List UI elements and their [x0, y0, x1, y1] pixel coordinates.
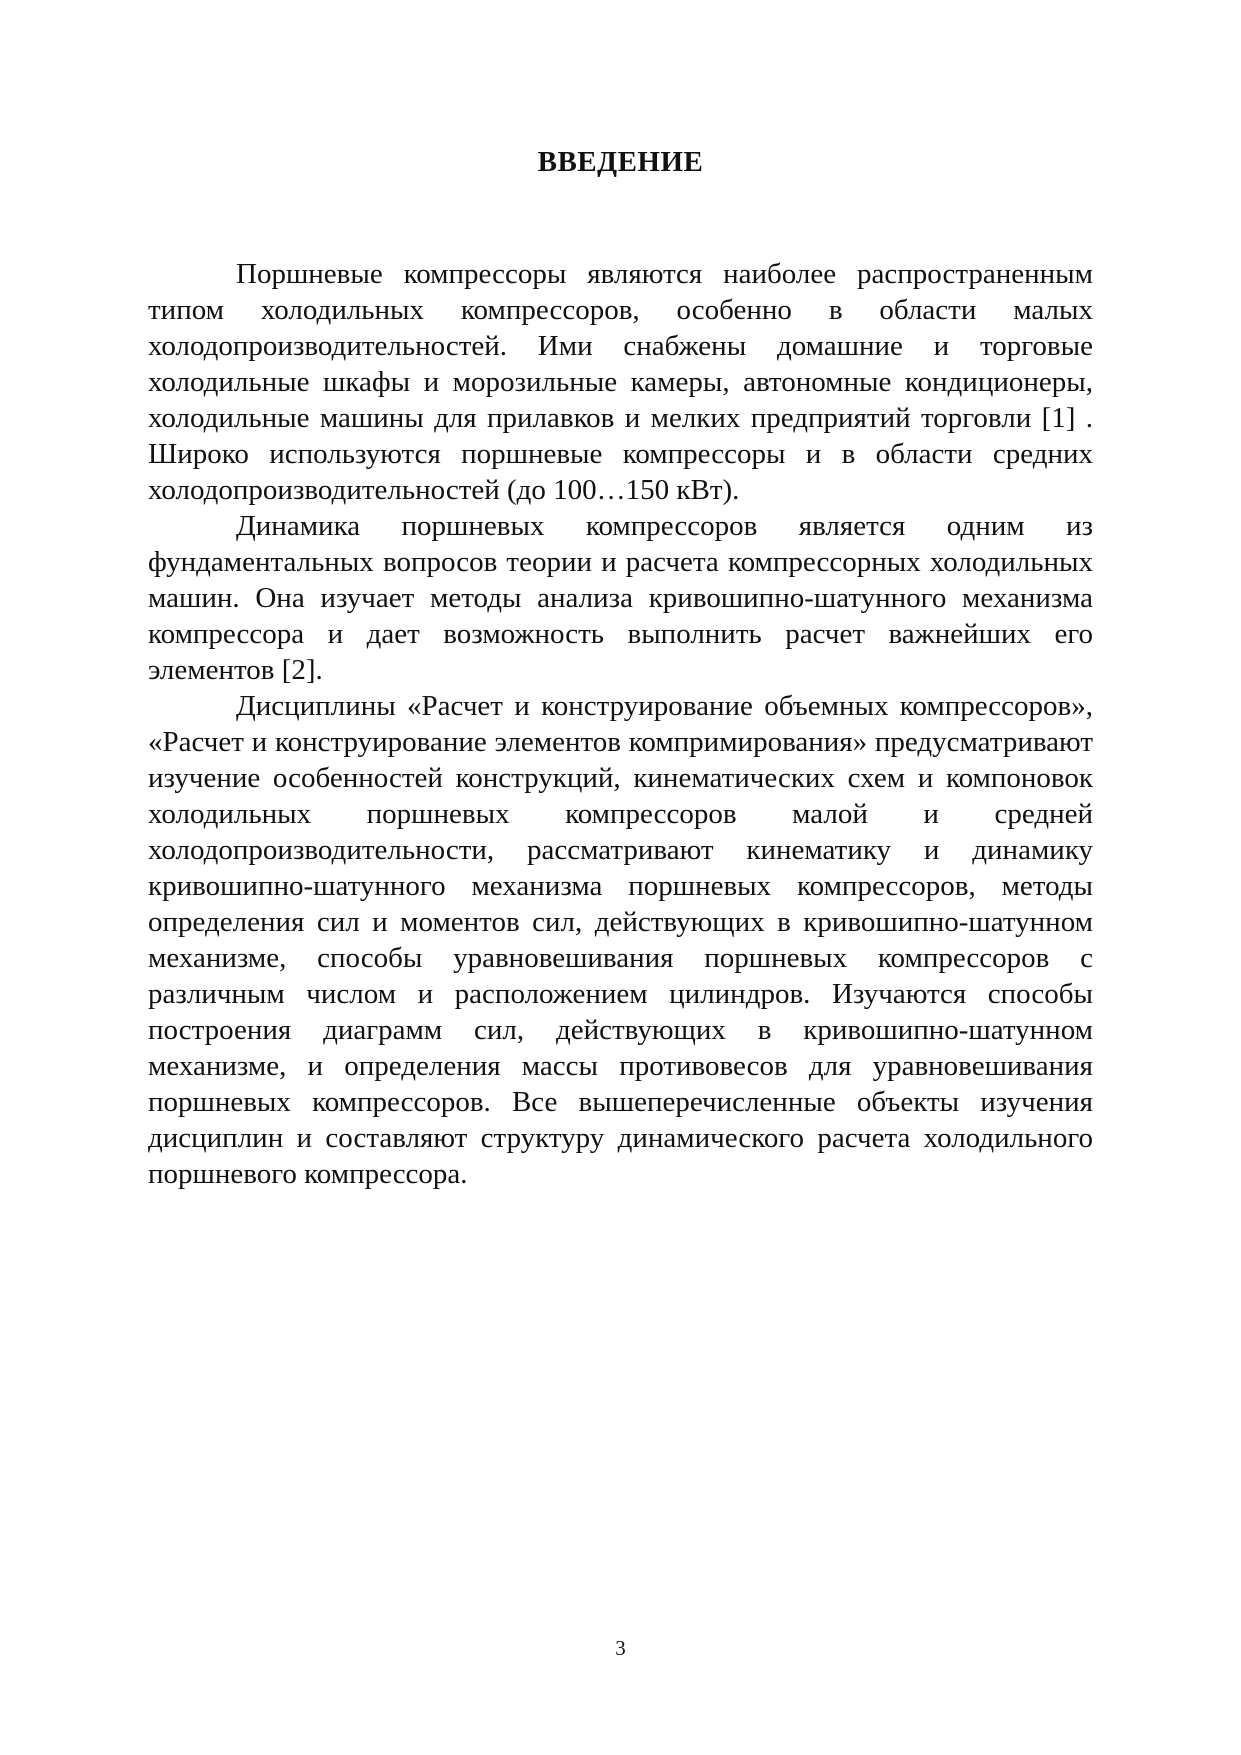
- paragraph-2: Динамика поршневых компрессоров является одним из фундаментальных вопросов теории и расчета компрессорных холодильных машин. Она изучает методы анализа кривошипно-шатунного механизма компрессора и дает возможность выполнить расчет важнейших его элементов [2].: [148, 510, 1093, 686]
- paragraph-1: Поршневые компрессоры являются наиболее распространенным типом холодильных компрессоров, особенно в области малых холодопроизводительностей. Ими снабжены домашние и торговые холодильные шкафы и морозильные камеры, автономные кондиционеры, холодильные машины для прилавков и мелких предприятий торговли [1] . Широко используются поршневые компрессоры и в области средних холодопроизводительностей (до 100…150 кВт).: [148, 258, 1093, 506]
- document-body: [148, 256, 1093, 1192]
- page-title: ВВЕДЕНИЕ: [537, 146, 704, 178]
- paragraph-3: Дисциплины «Расчет и конструирование объемных компрессоров», «Расчет и конструирование элементов компримирования» предусматривают изучение особенностей конструкций, кинематических схем и компоновок холодильных поршневых компрессоров малой и средней холодопроизводительности, рассматривают кинематику и динамику кривошипно-шатунного механизма поршневых компрессоров, методы определения сил и моментов сил, действующих в кривошипно-шатунном механизме, способы уравновешивания поршневых компрессоров с различным числом и расположением цилиндров. Изучаются способы построения диаграмм сил, действующих в кривошипно-шатунном механизме, и определения массы противовесов для уравновешивания поршневых компрессоров. Все вышеперечисленные объекты изучения дисциплин и составляют структуру динамического расчета холодильного поршневого компрессора.: [148, 690, 1093, 1190]
- page-number: 3: [615, 1636, 626, 1660]
